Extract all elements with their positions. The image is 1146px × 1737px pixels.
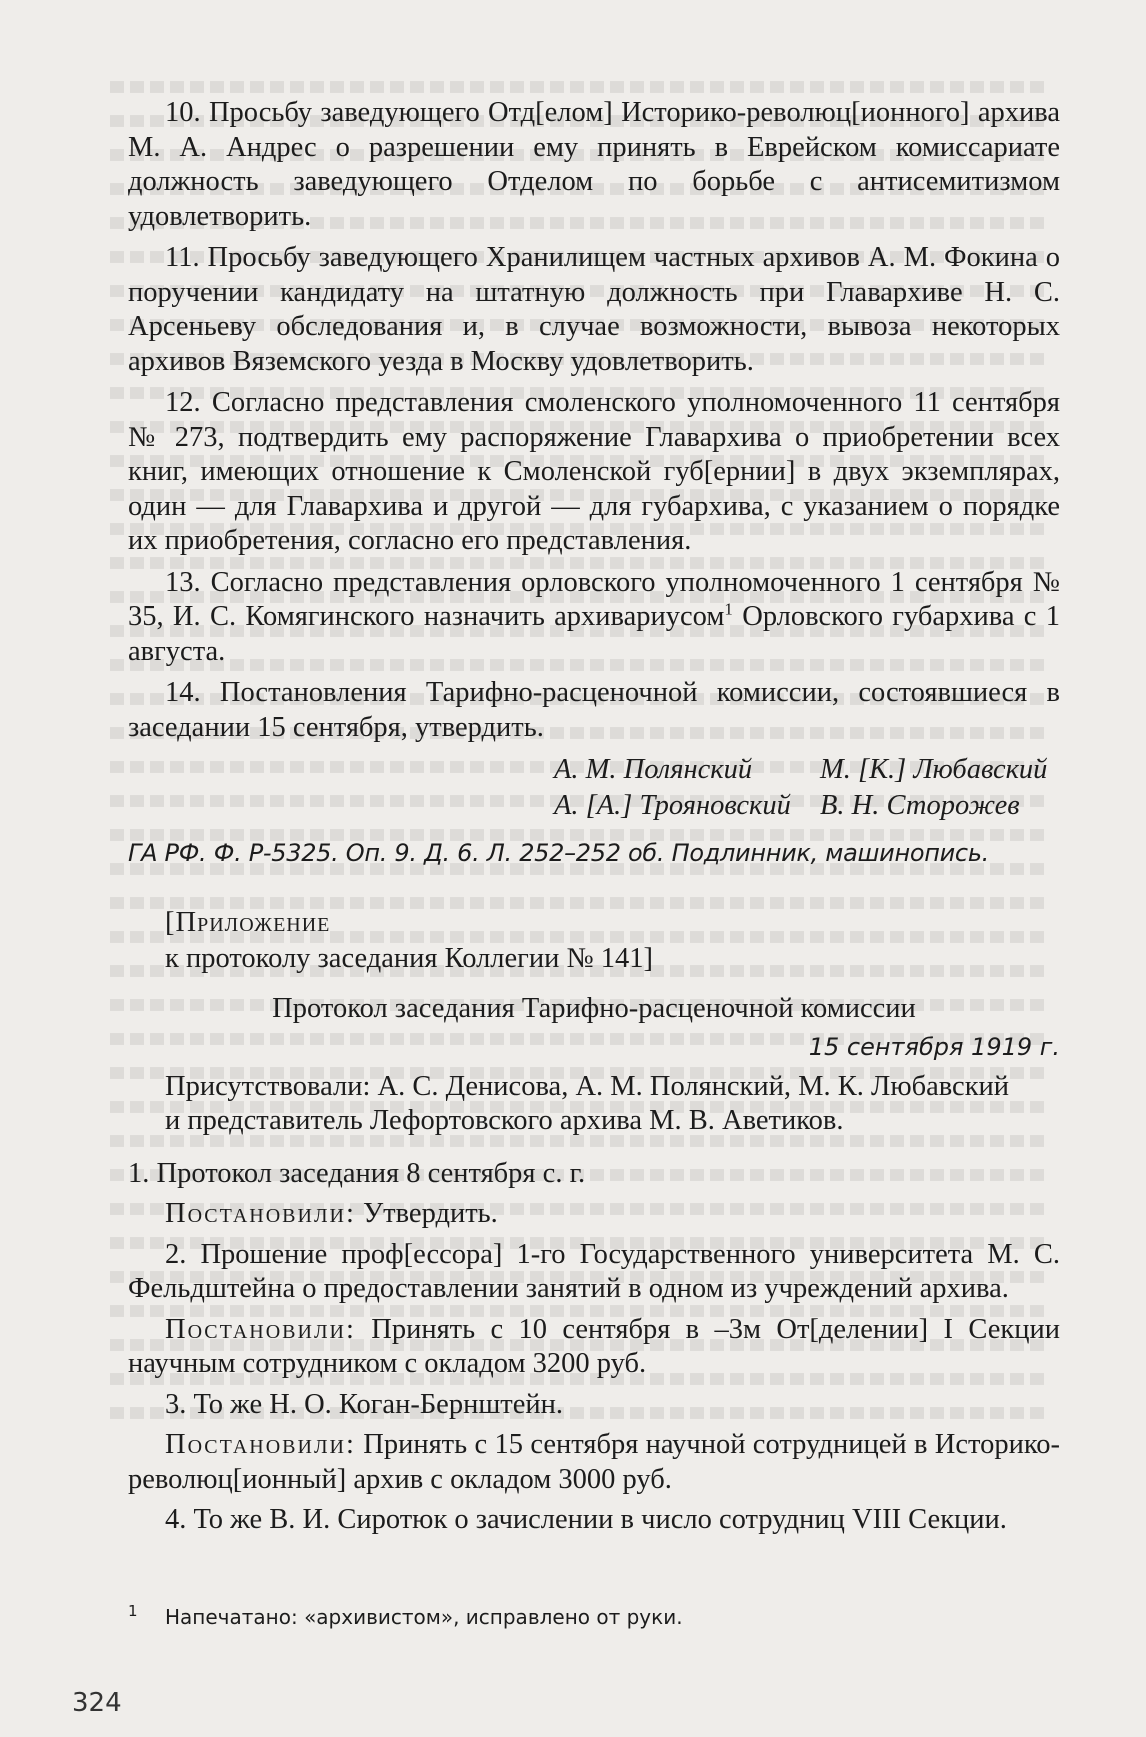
item-13 <box>128 566 1060 670</box>
footnote-text: Напечатано: «архивистом», исправлено от руки. <box>165 1605 683 1629</box>
footnote-reference: 1 <box>724 599 733 619</box>
signatures <box>128 752 1060 824</box>
attendance <box>128 1070 1060 1139</box>
entry-4: 4. То же В. И. Сиротюк о зачислении в число сотрудниц VIII Секции. <box>165 1504 1007 1535</box>
entry-3: 3. То же Н. О. Коган-Бернштейн. <box>165 1388 564 1420</box>
protocol-title: Протокол заседания Тарифно-расценочной комиссии <box>272 992 916 1024</box>
signature-row <box>128 788 1060 824</box>
signature-storozhev: В. Н. Сторожев <box>820 790 1020 821</box>
resolution-text: Утвердить. <box>355 1198 498 1229</box>
signature-troyanovsky: А. [А.] Трояновский <box>554 790 791 821</box>
attendance-line-2: и представитель Лефортовского архива М. В. Аветиков. <box>165 1105 844 1136</box>
item-12: 12. Согласно представления смоленского уполномоченного 11 сентября № 273, подтвердить ему распоряжение Главархива о приобретении всех книг, имеющих отношение к Смоленской губ[ернии] в двух экземплярах, один — для Главархива и другой — для губархива, с указанием о порядке их приобретения, согласно его представления. <box>128 387 1060 556</box>
attendance-line-1: Присутствовали: А. С. Денисова, А. М. Полянский, М. К. Любавский <box>165 1070 1010 1102</box>
resolution-label: Постановили: <box>165 1313 356 1345</box>
appendix-line-1: [Приложение <box>165 906 331 938</box>
resolution-2 <box>128 1313 1060 1382</box>
resolution-1 <box>128 1197 1060 1232</box>
footnote <box>128 1598 683 1630</box>
resolution-label: Постановили: <box>165 1429 356 1460</box>
resolution-text: Принять с 10 сентября в –3м От[делении] I Секции научным сотрудником с окладом 3200 руб. <box>128 1313 1060 1379</box>
item-11: 11. Просьбу заведующего Хранилищем частных архивов А. М. Фокина о поручении кандидату на штатную должность при Главархиве Н. С. Арсеньеву обследования и, в случае возможности, вывоза некоторых архивов Вяземского уезда в Москву удовлетворить. <box>128 242 1060 377</box>
appendix-line-2: к протоколу заседания Коллегии № 141] <box>165 942 654 974</box>
entry-1: 1. Протокол заседания 8 сентября с. г. <box>128 1157 586 1189</box>
resolution-label: Постановили: <box>165 1198 356 1229</box>
page-number: 324 <box>72 1688 122 1718</box>
item-13-text-end: Орловского губархива с 1 августа. <box>128 601 1061 667</box>
signature-polyansky: А. М. Полянский <box>554 754 753 785</box>
item-13-text: 13. Согласно представления орловского уполномоченного 1 сентября № 35, И. С. Комягинского назначить архивариусом <box>128 566 1060 632</box>
signature-lyubavsky: М. [К.] Любавский <box>820 754 1048 785</box>
resolution-3 <box>128 1428 1060 1497</box>
appendix-heading <box>128 905 1060 977</box>
entry-2: 2. Прошение проф[ессора] 1-го Государственного университета М. С. Фельдштейна о предоставлении занятий в одном из учреждений архива. <box>128 1238 1060 1304</box>
resolution-text: Принять с 15 сентября научной сотрудницей в Историко-революц[ионный] архив с окладом 3000 руб. <box>128 1429 1060 1495</box>
item-10: 10. Просьбу заведующего Отд[елом] Историко-революц[ионного] архива М. А. Андрес о разрешении ему принять в Еврейском комиссариате должность заведующего Отделом по борьбе с антисемитизмом удовлетворить. <box>128 97 1060 232</box>
archive-source: ГА РФ. Ф. Р-5325. Оп. 9. Д. 6. Л. 252–252 об. Подлинник, машинопись. <box>128 839 989 867</box>
protocol-date: 15 сентября 1919 г. <box>808 1032 1060 1061</box>
main-text <box>128 96 1060 1538</box>
footnote-number: 1 <box>128 1602 138 1620</box>
signature-row <box>128 752 1060 788</box>
item-14: 14. Постановления Тарифно-расценочной комиссии, состоявшиеся в заседании 15 сентября, утвердить. <box>128 677 1060 743</box>
